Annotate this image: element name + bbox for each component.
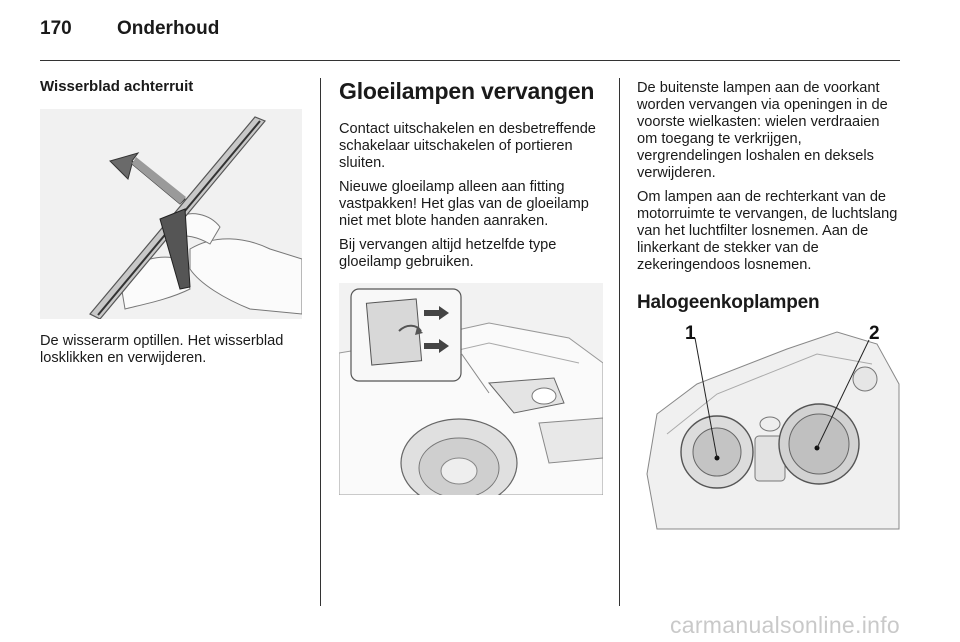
bulbs-paragraph-2: Nieuwe gloeilamp alleen aan fitting vastpakken! Het glas van de gloeilamp niet met blote handen aanraken. bbox=[339, 179, 589, 229]
bulbs-paragraph-3: Bij vervangen altijd hetzelfde type gloeilamp gebruiken. bbox=[339, 237, 557, 270]
wiper-illustration bbox=[40, 109, 302, 319]
bulbs-paragraph-5: Om lampen aan de rechterkant van de motorruimte te vervangen, de luchtslang van het luchtfilter losnemen. Aan de linkerkant de stekker van de zekeringendoos losnemen. bbox=[637, 189, 898, 273]
wheel-arch-cover-illustration bbox=[339, 283, 603, 495]
column-middle bbox=[339, 78, 603, 495]
wiper-caption: De wisserarm optillen. Het wisserblad losklikken en verwijderen. bbox=[40, 333, 284, 366]
column-divider-1 bbox=[320, 78, 321, 606]
column-left bbox=[40, 78, 302, 374]
callout-1: 1 bbox=[685, 324, 696, 344]
bulbs-paragraph-4: De buitenste lampen aan de voorkant worden vervangen via openingen in de voorste wielkasten: wielen verdraaien om toegang te verkrijgen, vergrendelingen loshalen en deksels verwijderen. bbox=[637, 80, 888, 181]
callout-2: 2 bbox=[869, 324, 880, 344]
chapter-title: Onderhoud bbox=[117, 18, 220, 39]
halogen-headlamp-illustration bbox=[637, 324, 901, 534]
section-heading-bulbs: Gloeilampen vervangen bbox=[339, 78, 595, 104]
section-heading-wiper: Wisserblad achterruit bbox=[40, 78, 194, 95]
watermark: carmanualsonline.info bbox=[669, 612, 900, 638]
page-number: 170 bbox=[40, 18, 72, 39]
bulbs-paragraph-1: Contact uitschakelen en desbetreffende schakelaar uitschakelen of portieren sluiten. bbox=[339, 121, 596, 171]
section-heading-halogen: Halogeenkoplampen bbox=[637, 292, 820, 313]
column-right bbox=[637, 78, 903, 534]
column-divider-2 bbox=[619, 78, 620, 606]
header-rule bbox=[40, 60, 900, 61]
